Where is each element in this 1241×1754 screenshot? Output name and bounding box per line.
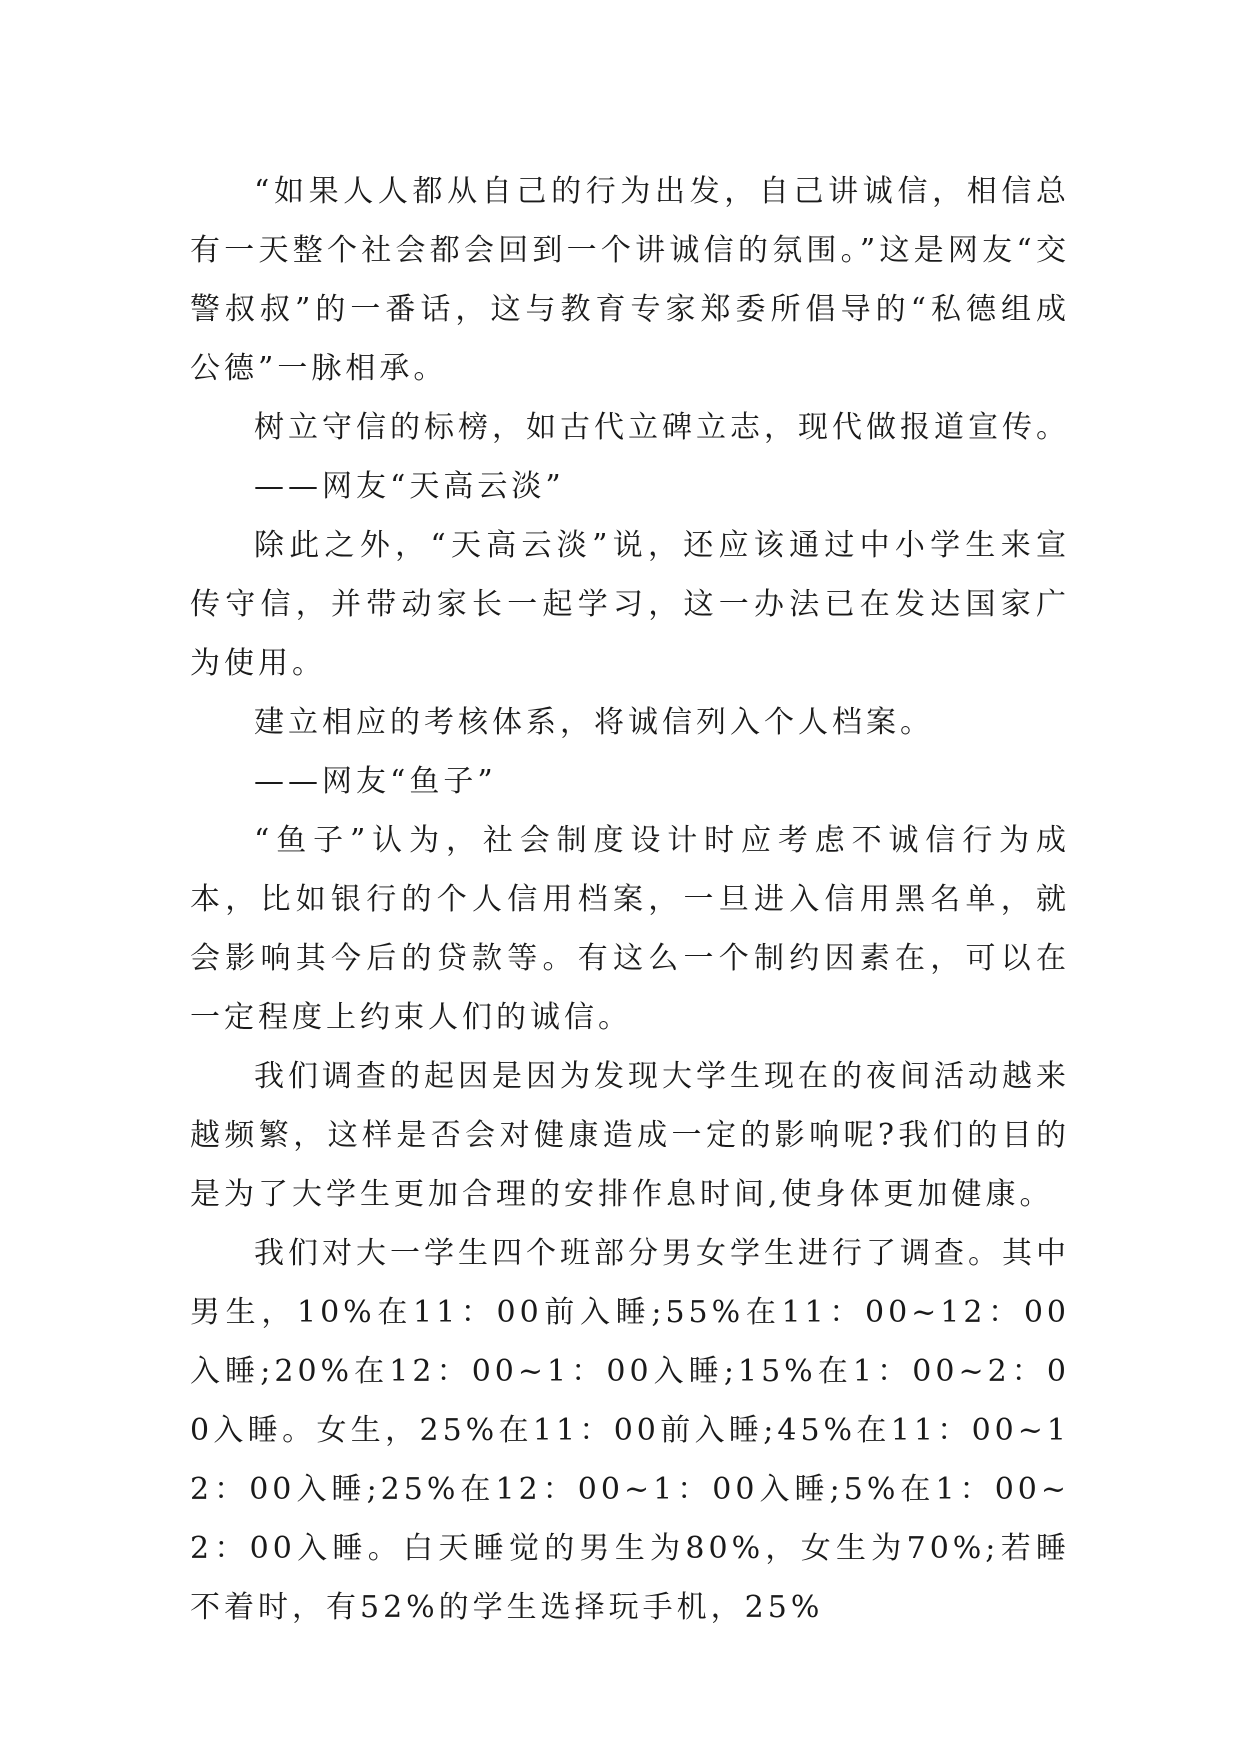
- paragraph-attribution-tiangao: ——网友“天高云淡”: [254, 469, 565, 504]
- paragraph-suggestion-assessment: 建立相应的考核体系，将诚信列入个人档案。: [254, 705, 934, 740]
- paragraph-honesty-quote: “如果人人都从自己的行为出发，自己讲诚信，相信总有一天整个社会都会回到一个讲诚信的氛围。”这是网友“交警叔叔”的一番话，这与教育专家郑委所倡导的“私德组成公德”一脉相承。: [190, 174, 1070, 386]
- paragraph-survey-purpose: 我们调查的起因是因为发现大学生现在的夜间活动越来越频繁，这样是否会对健康造成一定的影响呢?我们的目的是为了大学生更加合理的安排作息时间,使身体更加健康。: [190, 1059, 1070, 1212]
- paragraph-attribution-yuzi: ——网友“鱼子”: [254, 764, 497, 799]
- paragraph-yuzi-explanation: “鱼子”认为，社会制度设计时应考虑不诚信行为成本，比如银行的个人信用档案，一旦进入信用黑名单，就会影响其今后的贷款等。有这么一个制约因素在，可以在一定程度上约束人们的诚信。: [190, 823, 1070, 1035]
- paragraph-tiangao-explanation: 除此之外，“天高云淡”说，还应该通过中小学生来宣传守信，并带动家长一起学习，这一办法已在发达国家广为使用。: [190, 528, 1070, 681]
- paragraph-survey-results: 我们对大一学生四个班部分男女学生进行了调查。其中男生，10%在11：00前入睡;55%在11：00~12：00入睡;20%在12：00~1：00入睡;15%在1：00~2：00入睡。女生，25%在11：00前入睡;45%在11：00~12：00入睡;25%在12：00~1：00入睡;5%在1：00~2：00入睡。白天睡觉的男生为80%，女生为70%;若睡不着时，有52%的学生选择玩手机，25%: [190, 1236, 1070, 1625]
- document-body: [190, 162, 1070, 1637]
- paragraph-suggestion-role-model: 树立守信的标榜，如古代立碑立志，现代做报道宣传。: [254, 410, 1070, 445]
